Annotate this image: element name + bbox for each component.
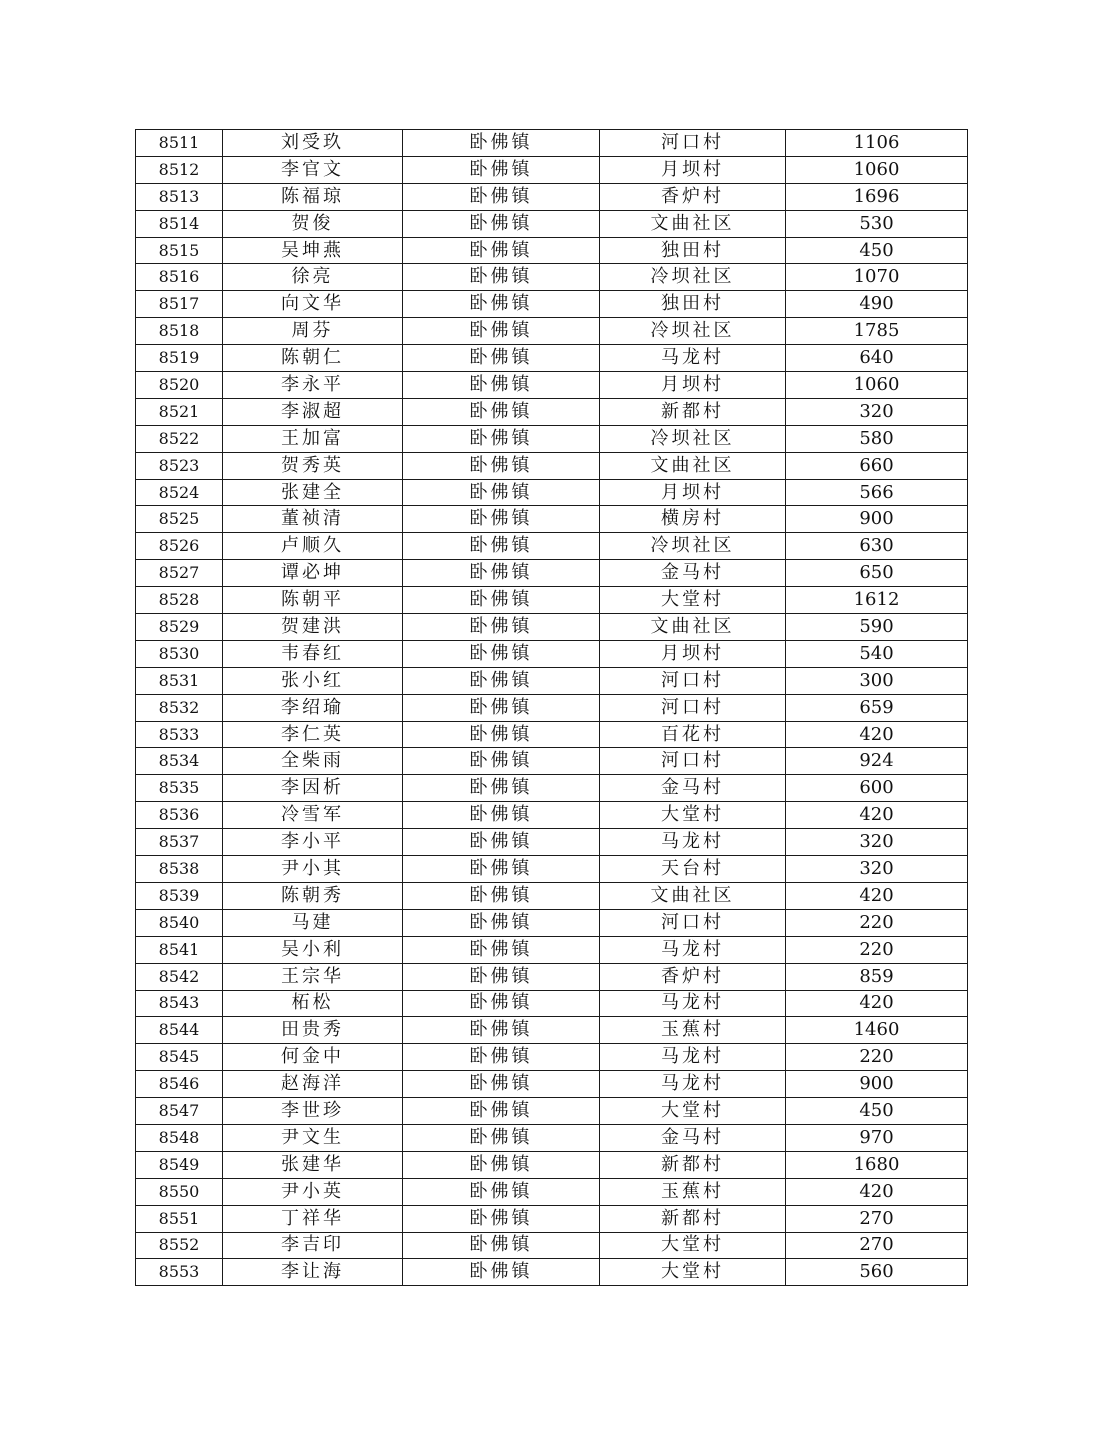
village-cell: 金马村 bbox=[600, 775, 786, 802]
amount-cell: 859 bbox=[786, 963, 968, 990]
row-number-cell: 8551 bbox=[136, 1205, 223, 1232]
table-row bbox=[136, 748, 968, 775]
name-cell: 李仁英 bbox=[223, 721, 403, 748]
table-row bbox=[136, 640, 968, 667]
village-cell: 横房村 bbox=[600, 506, 786, 533]
amount-cell: 420 bbox=[786, 882, 968, 909]
village-cell: 马龙村 bbox=[600, 1071, 786, 1098]
row-number-cell: 8526 bbox=[136, 533, 223, 560]
name-cell: 李永平 bbox=[223, 372, 403, 399]
village-cell: 月坝村 bbox=[600, 479, 786, 506]
village-cell: 月坝村 bbox=[600, 156, 786, 183]
row-number-cell: 8512 bbox=[136, 156, 223, 183]
amount-cell: 630 bbox=[786, 533, 968, 560]
town-cell: 卧佛镇 bbox=[403, 1017, 600, 1044]
name-cell: 何金中 bbox=[223, 1044, 403, 1071]
town-cell: 卧佛镇 bbox=[403, 560, 600, 587]
amount-cell: 566 bbox=[786, 479, 968, 506]
name-cell: 周芬 bbox=[223, 318, 403, 345]
amount-cell: 320 bbox=[786, 398, 968, 425]
row-number-cell: 8522 bbox=[136, 425, 223, 452]
village-cell: 冷坝社区 bbox=[600, 425, 786, 452]
amount-cell: 580 bbox=[786, 425, 968, 452]
table-row bbox=[136, 425, 968, 452]
row-number-cell: 8541 bbox=[136, 936, 223, 963]
row-number-cell: 8514 bbox=[136, 210, 223, 237]
table-row bbox=[136, 291, 968, 318]
town-cell: 卧佛镇 bbox=[403, 452, 600, 479]
table-row bbox=[136, 667, 968, 694]
row-number-cell: 8516 bbox=[136, 264, 223, 291]
table-row bbox=[136, 1098, 968, 1125]
village-cell: 金马村 bbox=[600, 560, 786, 587]
amount-cell: 1060 bbox=[786, 156, 968, 183]
village-cell: 大堂村 bbox=[600, 1232, 786, 1259]
town-cell: 卧佛镇 bbox=[403, 909, 600, 936]
town-cell: 卧佛镇 bbox=[403, 667, 600, 694]
name-cell: 冷雪军 bbox=[223, 802, 403, 829]
amount-cell: 540 bbox=[786, 640, 968, 667]
name-cell: 张小红 bbox=[223, 667, 403, 694]
amount-cell: 970 bbox=[786, 1124, 968, 1151]
row-number-cell: 8537 bbox=[136, 829, 223, 856]
name-cell: 柘松 bbox=[223, 990, 403, 1017]
village-cell: 金马村 bbox=[600, 1124, 786, 1151]
town-cell: 卧佛镇 bbox=[403, 1232, 600, 1259]
amount-cell: 270 bbox=[786, 1205, 968, 1232]
name-cell: 谭必坤 bbox=[223, 560, 403, 587]
town-cell: 卧佛镇 bbox=[403, 1098, 600, 1125]
row-number-cell: 8524 bbox=[136, 479, 223, 506]
name-cell: 赵海洋 bbox=[223, 1071, 403, 1098]
village-cell: 百花村 bbox=[600, 721, 786, 748]
village-cell: 马龙村 bbox=[600, 829, 786, 856]
village-cell: 新都村 bbox=[600, 398, 786, 425]
amount-cell: 420 bbox=[786, 721, 968, 748]
town-cell: 卧佛镇 bbox=[403, 156, 600, 183]
name-cell: 李绍瑜 bbox=[223, 694, 403, 721]
row-number-cell: 8530 bbox=[136, 640, 223, 667]
village-cell: 河口村 bbox=[600, 130, 786, 157]
table-row bbox=[136, 802, 968, 829]
town-cell: 卧佛镇 bbox=[403, 183, 600, 210]
amount-cell: 1060 bbox=[786, 372, 968, 399]
table-row bbox=[136, 345, 968, 372]
row-number-cell: 8534 bbox=[136, 748, 223, 775]
records-table-body bbox=[136, 130, 968, 1286]
amount-cell: 1680 bbox=[786, 1151, 968, 1178]
amount-cell: 420 bbox=[786, 1178, 968, 1205]
row-number-cell: 8549 bbox=[136, 1151, 223, 1178]
name-cell: 李官文 bbox=[223, 156, 403, 183]
amount-cell: 300 bbox=[786, 667, 968, 694]
town-cell: 卧佛镇 bbox=[403, 936, 600, 963]
table-row bbox=[136, 856, 968, 883]
name-cell: 陈福琼 bbox=[223, 183, 403, 210]
row-number-cell: 8520 bbox=[136, 372, 223, 399]
village-cell: 文曲社区 bbox=[600, 210, 786, 237]
table-row bbox=[136, 398, 968, 425]
town-cell: 卧佛镇 bbox=[403, 614, 600, 641]
town-cell: 卧佛镇 bbox=[403, 533, 600, 560]
town-cell: 卧佛镇 bbox=[403, 1151, 600, 1178]
town-cell: 卧佛镇 bbox=[403, 882, 600, 909]
town-cell: 卧佛镇 bbox=[403, 425, 600, 452]
town-cell: 卧佛镇 bbox=[403, 694, 600, 721]
row-number-cell: 8552 bbox=[136, 1232, 223, 1259]
village-cell: 天台村 bbox=[600, 856, 786, 883]
table-row bbox=[136, 533, 968, 560]
town-cell: 卧佛镇 bbox=[403, 829, 600, 856]
row-number-cell: 8540 bbox=[136, 909, 223, 936]
village-cell: 马龙村 bbox=[600, 345, 786, 372]
town-cell: 卧佛镇 bbox=[403, 1071, 600, 1098]
town-cell: 卧佛镇 bbox=[403, 1124, 600, 1151]
village-cell: 玉蕉村 bbox=[600, 1017, 786, 1044]
town-cell: 卧佛镇 bbox=[403, 264, 600, 291]
table-row bbox=[136, 587, 968, 614]
row-number-cell: 8519 bbox=[136, 345, 223, 372]
name-cell: 李淑超 bbox=[223, 398, 403, 425]
name-cell: 李吉印 bbox=[223, 1232, 403, 1259]
row-number-cell: 8543 bbox=[136, 990, 223, 1017]
town-cell: 卧佛镇 bbox=[403, 318, 600, 345]
table-row bbox=[136, 614, 968, 641]
name-cell: 吴小利 bbox=[223, 936, 403, 963]
table-row bbox=[136, 237, 968, 264]
name-cell: 王加富 bbox=[223, 425, 403, 452]
amount-cell: 924 bbox=[786, 748, 968, 775]
amount-cell: 640 bbox=[786, 345, 968, 372]
table-row bbox=[136, 479, 968, 506]
village-cell: 独田村 bbox=[600, 291, 786, 318]
town-cell: 卧佛镇 bbox=[403, 721, 600, 748]
row-number-cell: 8523 bbox=[136, 452, 223, 479]
table-row bbox=[136, 210, 968, 237]
row-number-cell: 8547 bbox=[136, 1098, 223, 1125]
table-row bbox=[136, 318, 968, 345]
table-row bbox=[136, 1044, 968, 1071]
town-cell: 卧佛镇 bbox=[403, 1259, 600, 1286]
table-row bbox=[136, 1124, 968, 1151]
village-cell: 香炉村 bbox=[600, 963, 786, 990]
amount-cell: 900 bbox=[786, 506, 968, 533]
town-cell: 卧佛镇 bbox=[403, 345, 600, 372]
village-cell: 大堂村 bbox=[600, 587, 786, 614]
row-number-cell: 8544 bbox=[136, 1017, 223, 1044]
name-cell: 刘受玖 bbox=[223, 130, 403, 157]
name-cell: 王宗华 bbox=[223, 963, 403, 990]
name-cell: 张建全 bbox=[223, 479, 403, 506]
name-cell: 尹小英 bbox=[223, 1178, 403, 1205]
town-cell: 卧佛镇 bbox=[403, 130, 600, 157]
amount-cell: 320 bbox=[786, 829, 968, 856]
town-cell: 卧佛镇 bbox=[403, 856, 600, 883]
village-cell: 月坝村 bbox=[600, 640, 786, 667]
table-row bbox=[136, 694, 968, 721]
village-cell: 香炉村 bbox=[600, 183, 786, 210]
village-cell: 河口村 bbox=[600, 667, 786, 694]
name-cell: 李世珍 bbox=[223, 1098, 403, 1125]
table-row bbox=[136, 829, 968, 856]
table-row bbox=[136, 264, 968, 291]
row-number-cell: 8539 bbox=[136, 882, 223, 909]
name-cell: 李小平 bbox=[223, 829, 403, 856]
name-cell: 韦春红 bbox=[223, 640, 403, 667]
town-cell: 卧佛镇 bbox=[403, 479, 600, 506]
town-cell: 卧佛镇 bbox=[403, 1205, 600, 1232]
row-number-cell: 8542 bbox=[136, 963, 223, 990]
table-row bbox=[136, 130, 968, 157]
village-cell: 文曲社区 bbox=[600, 452, 786, 479]
amount-cell: 650 bbox=[786, 560, 968, 587]
town-cell: 卧佛镇 bbox=[403, 291, 600, 318]
name-cell: 丁祥华 bbox=[223, 1205, 403, 1232]
amount-cell: 420 bbox=[786, 990, 968, 1017]
table-row bbox=[136, 1178, 968, 1205]
amount-cell: 450 bbox=[786, 237, 968, 264]
table-row bbox=[136, 372, 968, 399]
amount-cell: 1460 bbox=[786, 1017, 968, 1044]
row-number-cell: 8528 bbox=[136, 587, 223, 614]
town-cell: 卧佛镇 bbox=[403, 398, 600, 425]
village-cell: 河口村 bbox=[600, 748, 786, 775]
table-row bbox=[136, 1071, 968, 1098]
amount-cell: 450 bbox=[786, 1098, 968, 1125]
village-cell: 冷坝社区 bbox=[600, 533, 786, 560]
row-number-cell: 8518 bbox=[136, 318, 223, 345]
row-number-cell: 8513 bbox=[136, 183, 223, 210]
table-row bbox=[136, 936, 968, 963]
name-cell: 尹文生 bbox=[223, 1124, 403, 1151]
row-number-cell: 8517 bbox=[136, 291, 223, 318]
village-cell: 新都村 bbox=[600, 1205, 786, 1232]
table-row bbox=[136, 560, 968, 587]
row-number-cell: 8515 bbox=[136, 237, 223, 264]
town-cell: 卧佛镇 bbox=[403, 506, 600, 533]
row-number-cell: 8511 bbox=[136, 130, 223, 157]
village-cell: 独田村 bbox=[600, 237, 786, 264]
row-number-cell: 8525 bbox=[136, 506, 223, 533]
town-cell: 卧佛镇 bbox=[403, 963, 600, 990]
town-cell: 卧佛镇 bbox=[403, 775, 600, 802]
town-cell: 卧佛镇 bbox=[403, 1178, 600, 1205]
row-number-cell: 8548 bbox=[136, 1124, 223, 1151]
table-row bbox=[136, 775, 968, 802]
village-cell: 冷坝社区 bbox=[600, 264, 786, 291]
row-number-cell: 8546 bbox=[136, 1071, 223, 1098]
table-row bbox=[136, 183, 968, 210]
village-cell: 冷坝社区 bbox=[600, 318, 786, 345]
amount-cell: 490 bbox=[786, 291, 968, 318]
table-row bbox=[136, 1205, 968, 1232]
village-cell: 月坝村 bbox=[600, 372, 786, 399]
table-row bbox=[136, 1017, 968, 1044]
amount-cell: 660 bbox=[786, 452, 968, 479]
table-row bbox=[136, 506, 968, 533]
amount-cell: 659 bbox=[786, 694, 968, 721]
row-number-cell: 8532 bbox=[136, 694, 223, 721]
name-cell: 陈朝秀 bbox=[223, 882, 403, 909]
amount-cell: 1696 bbox=[786, 183, 968, 210]
amount-cell: 560 bbox=[786, 1259, 968, 1286]
name-cell: 吴坤燕 bbox=[223, 237, 403, 264]
amount-cell: 600 bbox=[786, 775, 968, 802]
name-cell: 徐亮 bbox=[223, 264, 403, 291]
row-number-cell: 8527 bbox=[136, 560, 223, 587]
table-row bbox=[136, 156, 968, 183]
village-cell: 大堂村 bbox=[600, 802, 786, 829]
name-cell: 向文华 bbox=[223, 291, 403, 318]
town-cell: 卧佛镇 bbox=[403, 372, 600, 399]
table-row bbox=[136, 1151, 968, 1178]
table-row bbox=[136, 1259, 968, 1286]
name-cell: 贺秀英 bbox=[223, 452, 403, 479]
row-number-cell: 8521 bbox=[136, 398, 223, 425]
amount-cell: 1612 bbox=[786, 587, 968, 614]
table-row bbox=[136, 990, 968, 1017]
name-cell: 李让海 bbox=[223, 1259, 403, 1286]
name-cell: 陈朝仁 bbox=[223, 345, 403, 372]
name-cell: 马建 bbox=[223, 909, 403, 936]
amount-cell: 220 bbox=[786, 1044, 968, 1071]
amount-cell: 900 bbox=[786, 1071, 968, 1098]
village-cell: 马龙村 bbox=[600, 936, 786, 963]
amount-cell: 320 bbox=[786, 856, 968, 883]
town-cell: 卧佛镇 bbox=[403, 237, 600, 264]
amount-cell: 420 bbox=[786, 802, 968, 829]
town-cell: 卧佛镇 bbox=[403, 587, 600, 614]
village-cell: 文曲社区 bbox=[600, 614, 786, 641]
row-number-cell: 8535 bbox=[136, 775, 223, 802]
table-row bbox=[136, 909, 968, 936]
row-number-cell: 8531 bbox=[136, 667, 223, 694]
row-number-cell: 8538 bbox=[136, 856, 223, 883]
name-cell: 田贵秀 bbox=[223, 1017, 403, 1044]
name-cell: 贺建洪 bbox=[223, 614, 403, 641]
village-cell: 文曲社区 bbox=[600, 882, 786, 909]
name-cell: 董祯清 bbox=[223, 506, 403, 533]
village-cell: 大堂村 bbox=[600, 1098, 786, 1125]
name-cell: 陈朝平 bbox=[223, 587, 403, 614]
amount-cell: 1785 bbox=[786, 318, 968, 345]
amount-cell: 220 bbox=[786, 936, 968, 963]
row-number-cell: 8533 bbox=[136, 721, 223, 748]
table-row bbox=[136, 452, 968, 479]
town-cell: 卧佛镇 bbox=[403, 802, 600, 829]
row-number-cell: 8553 bbox=[136, 1259, 223, 1286]
town-cell: 卧佛镇 bbox=[403, 748, 600, 775]
amount-cell: 530 bbox=[786, 210, 968, 237]
records-table bbox=[135, 129, 968, 1286]
name-cell: 卢顺久 bbox=[223, 533, 403, 560]
town-cell: 卧佛镇 bbox=[403, 990, 600, 1017]
name-cell: 张建华 bbox=[223, 1151, 403, 1178]
village-cell: 大堂村 bbox=[600, 1259, 786, 1286]
name-cell: 尹小其 bbox=[223, 856, 403, 883]
row-number-cell: 8529 bbox=[136, 614, 223, 641]
name-cell: 李因析 bbox=[223, 775, 403, 802]
name-cell: 贺俊 bbox=[223, 210, 403, 237]
row-number-cell: 8536 bbox=[136, 802, 223, 829]
row-number-cell: 8545 bbox=[136, 1044, 223, 1071]
village-cell: 马龙村 bbox=[600, 1044, 786, 1071]
amount-cell: 590 bbox=[786, 614, 968, 641]
village-cell: 玉蕉村 bbox=[600, 1178, 786, 1205]
amount-cell: 1070 bbox=[786, 264, 968, 291]
village-cell: 新都村 bbox=[600, 1151, 786, 1178]
table-row bbox=[136, 963, 968, 990]
village-cell: 河口村 bbox=[600, 909, 786, 936]
village-cell: 马龙村 bbox=[600, 990, 786, 1017]
table-row bbox=[136, 882, 968, 909]
town-cell: 卧佛镇 bbox=[403, 640, 600, 667]
amount-cell: 1106 bbox=[786, 130, 968, 157]
amount-cell: 270 bbox=[786, 1232, 968, 1259]
town-cell: 卧佛镇 bbox=[403, 210, 600, 237]
row-number-cell: 8550 bbox=[136, 1178, 223, 1205]
amount-cell: 220 bbox=[786, 909, 968, 936]
town-cell: 卧佛镇 bbox=[403, 1044, 600, 1071]
village-cell: 河口村 bbox=[600, 694, 786, 721]
name-cell: 全柴雨 bbox=[223, 748, 403, 775]
table-row bbox=[136, 1232, 968, 1259]
table-row bbox=[136, 721, 968, 748]
